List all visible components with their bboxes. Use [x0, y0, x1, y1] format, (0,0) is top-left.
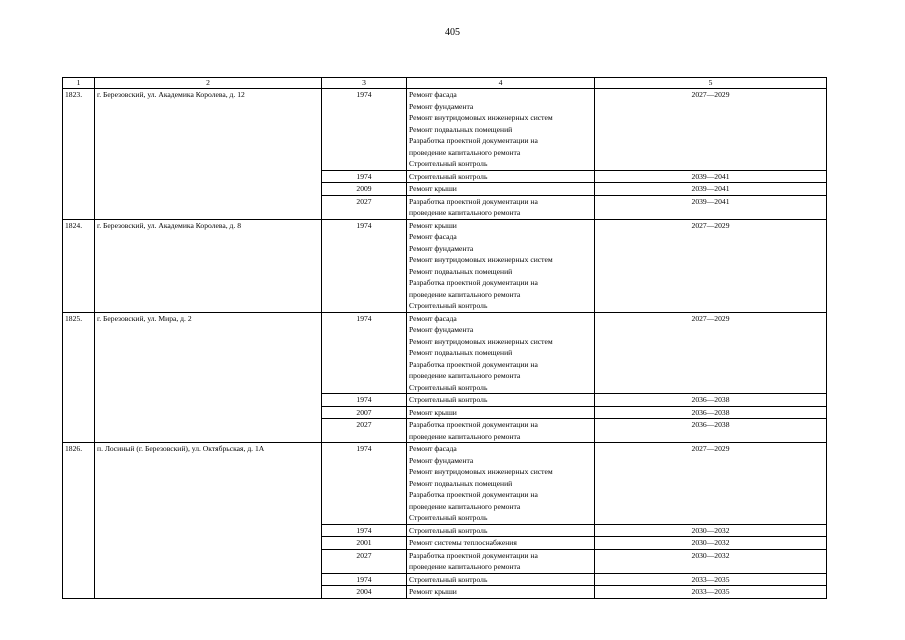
works-cell [407, 537, 595, 550]
capital-repair-table [62, 77, 827, 599]
period-cell: 2039—2041 [595, 195, 827, 219]
period-cell: 2027—2029 [595, 219, 827, 312]
page-number: 405 [445, 27, 460, 38]
period-cell: 2036—2038 [595, 419, 827, 443]
work-item: Строительный контроль [409, 395, 488, 404]
work-item: Строительный контроль [409, 301, 488, 310]
work-item: Строительный контроль [409, 171, 488, 181]
table-row [63, 89, 827, 171]
work-item: Ремонт крыши [409, 407, 457, 417]
column-number: 5 [595, 78, 827, 89]
works-cell [407, 443, 595, 525]
work-item: Разработка проектной документации на [409, 196, 538, 206]
work-item: Ремонт подвальных помещений [409, 266, 513, 276]
work-item: Разработка проектной документации на [409, 136, 538, 145]
work-item: Ремонт фундамента [409, 455, 474, 465]
work-item: Ремонт фасада [409, 232, 457, 241]
column-number: 1 [63, 78, 95, 89]
work-item: Ремонт фундамента [409, 101, 474, 111]
works-cell [407, 183, 595, 196]
work-item: проведение капитального ремонта [409, 501, 521, 511]
year-cell: 2004 [322, 586, 407, 599]
work-item: Ремонт фасада [409, 444, 457, 453]
year-cell: 2027 [322, 419, 407, 443]
works-cell [407, 549, 595, 573]
work-item: Ремонт фундамента [409, 325, 474, 334]
work-item: Строительный контроль [409, 159, 488, 168]
period-cell: 2027—2029 [595, 312, 827, 394]
year-cell: 1974 [322, 170, 407, 183]
work-item: проведение капитального ремонта [409, 208, 521, 217]
entry-number: 1826. [63, 443, 95, 599]
column-number: 2 [95, 78, 322, 89]
works-cell [407, 394, 595, 407]
works-cell [407, 170, 595, 183]
work-item: Ремонт крыши [409, 220, 457, 230]
year-cell: 2001 [322, 537, 407, 550]
work-item: Ремонт фундамента [409, 243, 474, 253]
period-cell: 2027—2029 [595, 443, 827, 525]
building-address: г. Березовский, ул. Мира, д. 2 [95, 312, 322, 443]
work-item: Ремонт подвальных помещений [409, 478, 513, 488]
period-cell: 2033—2035 [595, 586, 827, 599]
period-cell: 2030—2032 [595, 549, 827, 573]
work-item: Строительный контроль [409, 513, 488, 522]
year-cell: 2007 [322, 406, 407, 419]
year-cell: 1974 [322, 394, 407, 407]
work-item: Разработка проектной документации на [409, 359, 538, 369]
work-item: Ремонт внутридомовых инженерных систем [409, 467, 553, 476]
works-cell [407, 586, 595, 599]
work-item: Ремонт крыши [409, 184, 457, 193]
works-cell [407, 219, 595, 312]
work-item: проведение капитального ремонта [409, 289, 521, 299]
work-item: проведение капитального ремонта [409, 147, 521, 157]
column-number: 3 [322, 78, 407, 89]
period-cell: 2039—2041 [595, 170, 827, 183]
year-cell: 1974 [322, 219, 407, 312]
works-cell [407, 419, 595, 443]
table-row [63, 312, 827, 394]
period-cell: 2033—2035 [595, 573, 827, 586]
period-cell: 2039—2041 [595, 183, 827, 196]
works-cell [407, 195, 595, 219]
year-cell: 1974 [322, 524, 407, 537]
work-item: Разработка проектной документации на [409, 420, 538, 429]
work-item: Ремонт внутридомовых инженерных систем [409, 336, 553, 346]
work-item: Ремонт фасада [409, 313, 457, 323]
period-cell: 2030—2032 [595, 524, 827, 537]
work-item: Разработка проектной документации на [409, 550, 538, 560]
period-cell: 2027—2029 [595, 89, 827, 171]
building-address: г. Березовский, ул. Академика Королева, д. 8 [95, 219, 322, 312]
work-item: Строительный контроль [409, 574, 488, 584]
work-item: Разработка проектной документации на [409, 278, 538, 287]
works-cell [407, 406, 595, 419]
period-cell: 2030—2032 [595, 537, 827, 550]
year-cell: 2027 [322, 195, 407, 219]
table-body [63, 78, 827, 599]
work-item: проведение капитального ремонта [409, 562, 521, 571]
table-row [63, 219, 827, 312]
works-cell [407, 573, 595, 586]
work-item: Ремонт подвальных помещений [409, 348, 513, 357]
building-address: п. Лосиный (г. Березовский), ул. Октябрьская, д. 1А [95, 443, 322, 599]
year-cell: 1974 [322, 89, 407, 171]
entry-number: 1824. [63, 219, 95, 312]
building-address: г. Березовский, ул. Академика Королева, д. 12 [95, 89, 322, 220]
entry-number: 1823. [63, 89, 95, 220]
year-cell: 2009 [322, 183, 407, 196]
work-item: Ремонт крыши [409, 587, 457, 596]
table-row [63, 443, 827, 525]
work-item: Разработка проектной документации на [409, 490, 538, 499]
year-cell: 1974 [322, 573, 407, 586]
work-item: Ремонт фасада [409, 90, 457, 99]
works-cell [407, 524, 595, 537]
period-cell: 2036—2038 [595, 394, 827, 407]
work-item: Ремонт внутридомовых инженерных систем [409, 255, 553, 264]
work-item: Ремонт подвальных помещений [409, 124, 513, 134]
works-cell [407, 312, 595, 394]
column-number: 4 [407, 78, 595, 89]
work-item: Ремонт системы теплоснабжения [409, 538, 517, 547]
work-item: проведение капитального ремонта [409, 431, 521, 441]
period-cell: 2036—2038 [595, 406, 827, 419]
year-cell: 2027 [322, 549, 407, 573]
works-cell [407, 89, 595, 171]
entry-number: 1825. [63, 312, 95, 443]
work-item: Ремонт внутридомовых инженерных систем [409, 113, 553, 122]
year-cell: 1974 [322, 312, 407, 394]
year-cell: 1974 [322, 443, 407, 525]
column-number-row [63, 78, 827, 89]
work-item: Строительный контроль [409, 525, 488, 535]
work-item: Строительный контроль [409, 382, 488, 392]
work-item: проведение капитального ремонта [409, 371, 521, 380]
